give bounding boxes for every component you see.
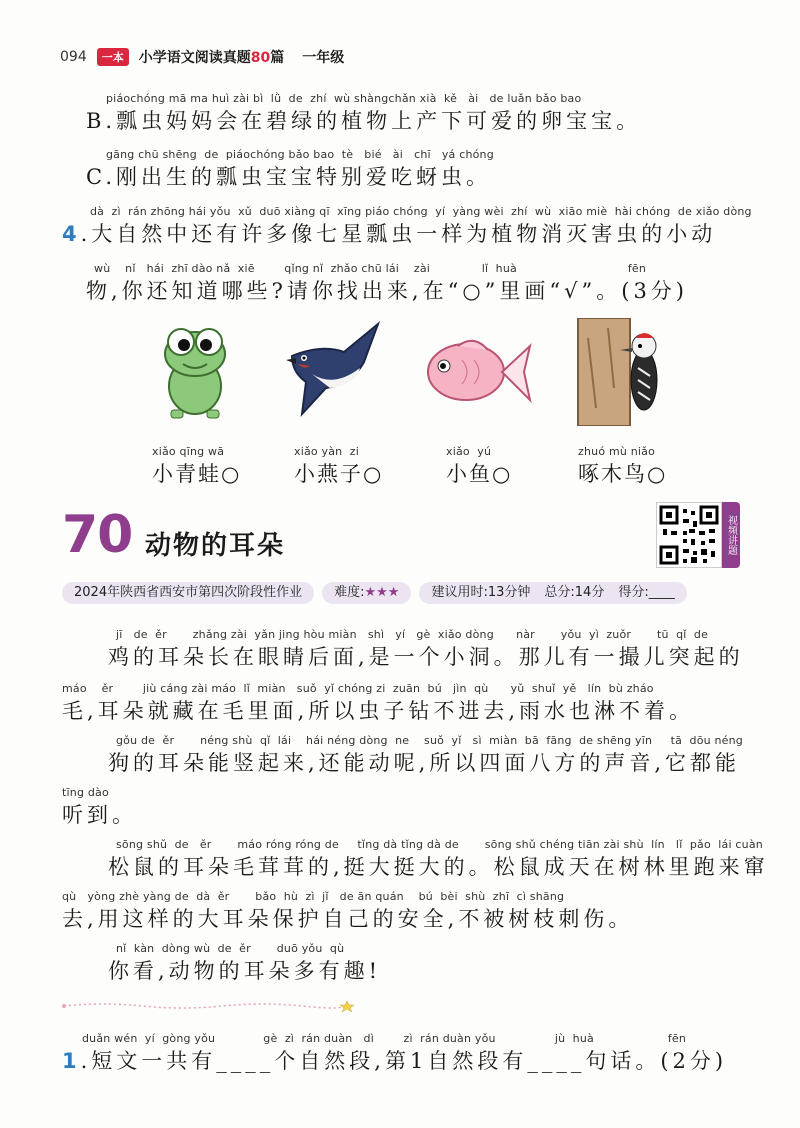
series-suffix: 篇: [270, 50, 285, 66]
swallow-image: [282, 318, 392, 426]
suggested-time: 建议用时:13分钟: [431, 585, 531, 600]
grade-label: 一年级: [302, 50, 345, 66]
passage-line-1: [62, 628, 744, 672]
decorative-divider: [62, 1000, 357, 1012]
series-count: 80: [250, 50, 271, 66]
woodpecker-image: [574, 318, 666, 426]
pinyin-line: zhuó mù niǎo: [578, 445, 656, 458]
pinyin-line: gǒu de ěr néng shù qǐ lái hái néng dòng ne suǒ yǐ sì miàn bā fāng de shēng yīn tā dōu néng: [116, 734, 743, 747]
question-1: [62, 1032, 727, 1076]
animal-label: 小燕子○: [294, 462, 384, 486]
option-b: [86, 92, 641, 136]
series-name: 小学语文阅读真题: [138, 50, 251, 66]
question-4-cont: [86, 262, 688, 306]
fish-image: [418, 318, 536, 426]
passage-line-4: [62, 786, 137, 830]
animal-label: 啄木鸟○: [578, 462, 668, 486]
text-line: C.刚出生的瓢虫宝宝特别爱吃蚜虫。: [86, 165, 491, 189]
option-swallow[interactable]: [294, 445, 383, 489]
qr-code-icon[interactable]: [656, 502, 722, 568]
video-explanation-tag[interactable]: 视频讲题: [722, 502, 740, 568]
page-number: 094: [60, 49, 87, 65]
question-number: 1: [62, 1049, 81, 1073]
pinyin-line: qù yòng zhè yàng de dà ěr bǎo hù zì jǐ de ān quán bú bèi shù zhī cì shāng: [62, 890, 565, 903]
passage-line-7: [62, 942, 381, 986]
page-header: [60, 44, 344, 70]
text-line: 听到。: [62, 803, 137, 827]
passage-line-5: [62, 838, 769, 882]
text-line: .大自然中还有许多像七星瓢虫一样为植物消灭害虫的小动: [80, 222, 717, 246]
score-field[interactable]: 得分:____: [618, 585, 675, 600]
pinyin-line: gāng chū shēng de piáochóng bǎo bao tè bié ài chī yá chóng: [106, 148, 494, 161]
animal-label: 小青蛙○: [152, 462, 242, 486]
text-line: B.瓢虫妈妈会在碧绿的植物上产下可爱的卵宝宝。: [86, 109, 642, 133]
text-line: 去,用这样的大耳朵保护自己的安全,不被树枝刺伤。: [62, 907, 634, 931]
difficulty-stars: ★★★: [364, 585, 400, 600]
text-line: 物,你还知道哪些?请你找出来,在“○”里画“√”。(3分): [86, 279, 689, 303]
pinyin-line: dà zì rán zhōng hái yǒu xǔ duō xiàng qī xīng piáo chóng yí yàng wèi zhí wù xiāo miè hài chóng de xiǎo dòng: [90, 205, 752, 218]
option-frog[interactable]: [152, 445, 241, 489]
option-woodpecker[interactable]: [578, 445, 667, 489]
difficulty-label: 难度:: [334, 585, 365, 600]
passage-line-3: [62, 734, 743, 778]
lesson-title: 动物的耳朵: [145, 531, 286, 561]
text-line: 松鼠的耳朵毛茸茸的,挺大挺大的。松鼠成天在树林里跑来窜: [108, 855, 769, 879]
passage-line-2: [62, 682, 694, 726]
pinyin-line: nǐ kàn dòng wù de ěr duō yǒu qù: [116, 942, 345, 955]
question-4: [62, 205, 752, 249]
passage-line-6: [62, 890, 633, 934]
text-line: 毛,耳朵就藏在毛里面,所以虫子钻不进去,雨水也淋不着。: [62, 699, 695, 723]
pinyin-line: máo ěr jiù cáng zài máo lǐ miàn suǒ yǐ chóng zi zuān bú jìn qù yǔ shuǐ yě lín bù zháo: [62, 682, 654, 695]
option-fish[interactable]: [446, 445, 512, 489]
stats-pill: [419, 582, 686, 604]
pinyin-line: xiǎo yàn zi: [294, 445, 359, 458]
pinyin-line: wù nǐ hái zhī dào nǎ xiē qǐng nǐ zhǎo chū lái zài lǐ huà fēn: [94, 262, 647, 275]
question-number: 4: [62, 222, 81, 246]
animal-label: 小鱼○: [446, 462, 513, 486]
frog-image: [155, 318, 235, 426]
lesson-number: 70: [62, 505, 133, 565]
total-score: 总分:14分: [544, 585, 605, 600]
info-bar: [62, 582, 734, 604]
pinyin-line: xiǎo yú: [446, 445, 492, 458]
pinyin-line: piáochóng mā ma huì zài bì lǜ de zhí wù shàngchǎn xià kě ài de luǎn bǎo bao: [106, 92, 582, 105]
text-line: 狗的耳朵能竖起来,还能动呢,所以四面八方的声音,它都能: [108, 751, 741, 775]
pinyin-line: jī de ěr zhǎng zài yǎn jing hòu miàn shì yí gè xiǎo dòng nàr yǒu yì zuǒr tū qǐ de: [116, 628, 709, 641]
brand-logo: 一本: [97, 48, 129, 66]
text-line[interactable]: .短文一共有____个自然段,第1自然段有____句话。(2分): [80, 1049, 728, 1073]
text-line: 鸡的耳朵长在眼睛后面,是一个小洞。那儿有一撮儿突起的: [108, 645, 744, 669]
text-line: 你看,动物的耳朵多有趣!: [108, 959, 382, 983]
pinyin-line: duǎn wén yí gòng yǒu gè zì rán duàn dì zì rán duàn yǒu jù huà fēn: [82, 1032, 687, 1045]
pinyin-line: xiǎo qīng wā: [152, 445, 225, 458]
book-series-title: [139, 47, 284, 67]
source-label: 2024年陕西省西安市第四次阶段性作业: [62, 582, 314, 604]
difficulty-pill: [322, 582, 411, 604]
option-c: [86, 148, 494, 192]
pinyin-line: sōng shǔ de ěr máo róng róng de tǐng dà tǐng dà de sōng shǔ chéng tiān zài shù lín lǐ pǎo lái cuàn: [116, 838, 763, 851]
pinyin-line: tīng dào: [62, 786, 109, 799]
